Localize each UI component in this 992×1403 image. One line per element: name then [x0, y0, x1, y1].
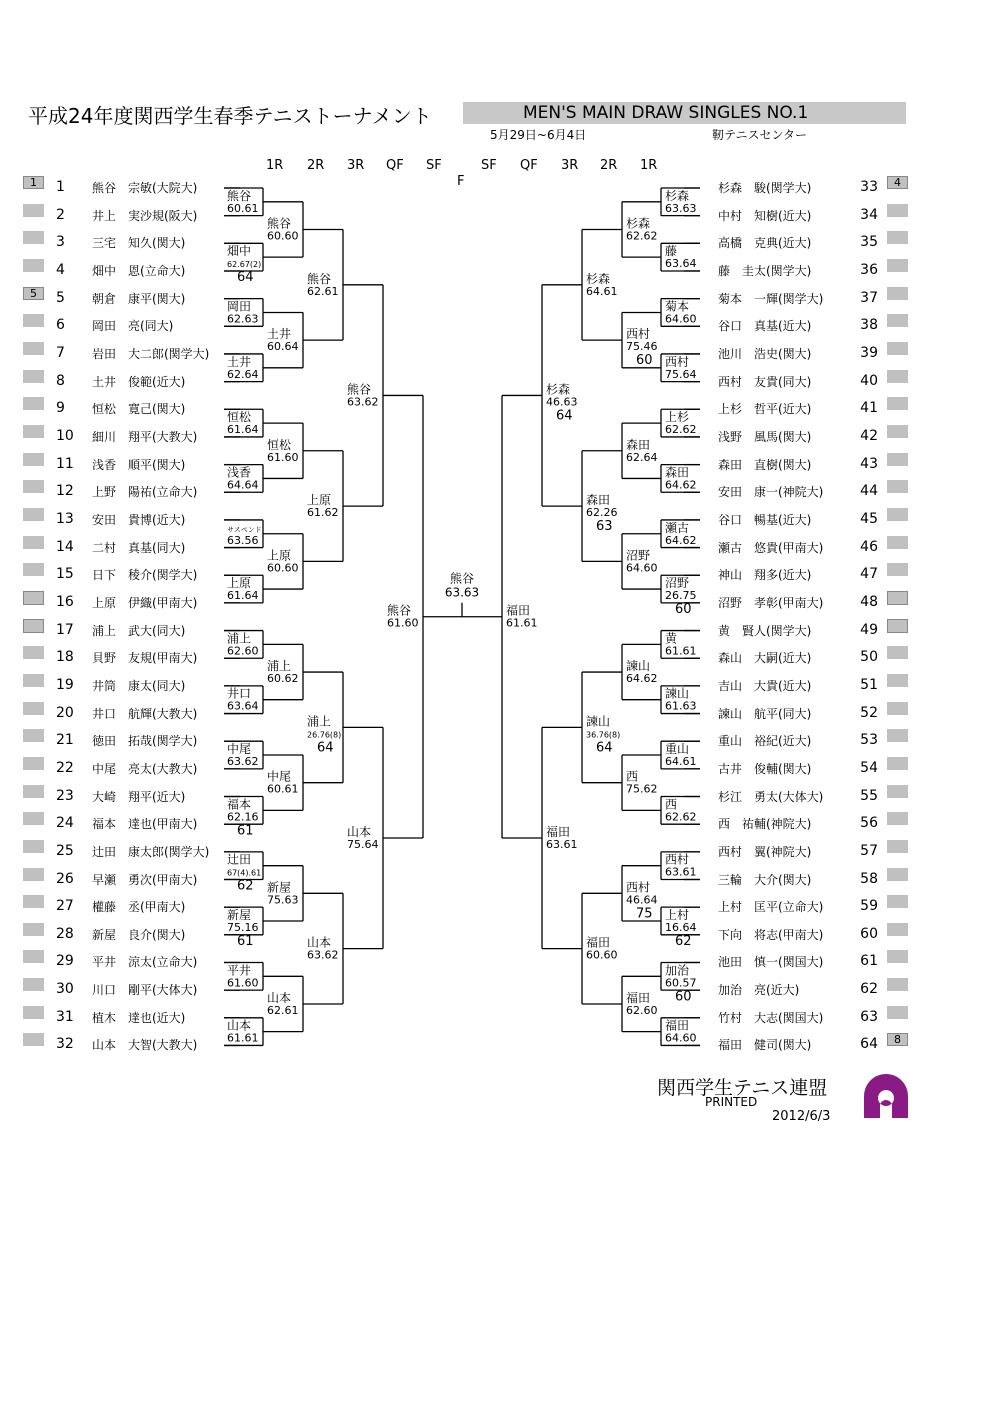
match-winner: 森田	[665, 465, 690, 480]
match-winner: 上原	[267, 548, 292, 563]
event-title: MEN'S MAIN DRAW SINGLES NO.1	[523, 103, 809, 123]
match-score: 61.64	[227, 589, 259, 603]
player-number: 21	[56, 732, 74, 749]
match-winner: 恒松	[227, 410, 252, 425]
match-score: 61.61	[506, 616, 538, 630]
player-number: 60	[860, 925, 878, 942]
player-name: 菊本 一輝(関学大)	[718, 291, 824, 306]
player-number: 25	[56, 842, 74, 859]
match-score: 60.60	[267, 561, 299, 575]
player-number: 48	[860, 593, 878, 610]
player-name: 三輪 大介(関大)	[718, 872, 812, 887]
player-number: 35	[860, 234, 878, 251]
player-number: 2	[56, 206, 65, 223]
player-name: 西村 友貴(同大)	[718, 374, 812, 389]
player-number: 46	[860, 538, 878, 555]
player-name: 高橋 克典(近大)	[718, 236, 812, 251]
player-number: 1	[56, 179, 65, 195]
player-number: 13	[56, 510, 74, 527]
match-winner: 菊本	[665, 299, 690, 314]
match-winner: 浦上	[227, 631, 252, 646]
player-name: 土井 俊範(近大)	[92, 374, 186, 389]
player-name: 加治 亮(近大)	[718, 983, 800, 998]
player-name: 西村 翼(神院大)	[718, 844, 812, 859]
match-winner: 杉森	[626, 216, 651, 231]
match-score: 36.76(8)	[586, 730, 621, 740]
player-number: 22	[56, 759, 74, 776]
player-number: 23	[56, 787, 74, 804]
match-score: 64.62	[626, 672, 658, 686]
match-winner: 西	[626, 769, 639, 784]
match-score: 62.67(2)	[227, 260, 262, 270]
match-winner: 浦上	[267, 659, 292, 674]
round-header-right-1r: 1R	[640, 158, 658, 173]
player-number: 64	[860, 1036, 878, 1053]
player-name: 井口 航輝(大教大)	[92, 706, 198, 721]
player-name: 森山 大嗣(近大)	[718, 651, 812, 666]
player-number: 12	[56, 483, 74, 500]
match-score-final-set: 61	[237, 933, 254, 949]
player-number: 27	[56, 898, 74, 915]
player-number: 36	[860, 261, 878, 278]
player-name: 細川 翔平(大教大)	[92, 429, 198, 444]
match-score: 64.61	[665, 755, 697, 769]
match-winner: 加治	[665, 963, 690, 978]
match-score-final-set: 63	[596, 519, 613, 535]
match-winner: 西村	[626, 327, 651, 342]
match-winner: 福田	[586, 935, 611, 950]
match-score: 64.60	[626, 561, 658, 575]
player-name: 新屋 良介(関大)	[92, 927, 186, 942]
match-score: 62.16	[227, 810, 259, 824]
player-number: 53	[860, 732, 878, 749]
player-number: 9	[56, 400, 65, 417]
match-winner: 熊谷	[347, 382, 372, 397]
player-number: 54	[860, 759, 878, 776]
round-header-right-qf: QF	[520, 158, 538, 173]
match-score-final-set: 60	[675, 989, 692, 1005]
player-name: 竹村 大志(関国大)	[718, 1010, 824, 1025]
match-winner: 岡田	[227, 299, 252, 314]
tournament-venue: 靭テニスセンター	[712, 128, 808, 142]
player-number: 55	[860, 787, 878, 804]
player-name: 早瀬 勇次(甲南大)	[92, 872, 198, 887]
match-winner: 土井	[227, 354, 252, 369]
player-number: 37	[860, 289, 878, 306]
player-number: 8	[56, 372, 65, 389]
round-header-final: F	[457, 174, 465, 189]
match-score: 64.61	[586, 284, 618, 298]
match-winner: 藤	[665, 244, 678, 259]
player-number: 26	[56, 870, 74, 887]
player-name: 辻田 康太郎(関学大)	[92, 844, 210, 859]
player-number: 10	[56, 427, 74, 444]
player-name: 吉山 大貴(近大)	[718, 678, 812, 693]
match-winner: 諫山	[626, 659, 651, 674]
match-score-final-set: 64	[237, 270, 254, 286]
match-winner: 西村	[665, 852, 690, 867]
player-name: 平井 涼太(立命大)	[92, 955, 198, 970]
player-name: 浅野 風馬(関大)	[718, 429, 812, 444]
match-score: 62.63	[227, 312, 259, 326]
match-winner: 黄	[665, 631, 678, 646]
player-number: 15	[56, 566, 74, 583]
player-number: 52	[860, 704, 878, 721]
player-number: 59	[860, 898, 878, 915]
round-header-left-2r: 2R	[307, 158, 325, 173]
match-winner: 西村	[665, 354, 690, 369]
match-winner: 新屋	[267, 880, 292, 895]
player-name: 中村 知樹(近大)	[718, 208, 812, 223]
match-score-final-set: 62	[675, 933, 692, 949]
federation-logo-icon	[862, 1074, 910, 1118]
round-header-right-sf: SF	[481, 158, 497, 173]
match-score: 64.62	[665, 478, 697, 492]
match-score: 62.61	[307, 284, 339, 298]
match-score: 61.60	[267, 450, 299, 464]
player-number: 57	[860, 842, 878, 859]
player-name: 西 祐輔(神院大)	[718, 817, 812, 832]
player-number: 34	[860, 206, 878, 223]
match-winner: 森田	[626, 437, 651, 452]
match-score: 61.64	[227, 423, 259, 437]
player-name: 貝野 友規(甲南大)	[92, 651, 198, 666]
player-name: 上原 伊織(甲南大)	[92, 595, 198, 610]
player-name: 池川 浩史(関大)	[718, 346, 812, 361]
match-winner: 山本	[347, 825, 372, 840]
player-number: 11	[56, 455, 74, 472]
match-score: 62.64	[626, 450, 658, 464]
match-winner: 新屋	[227, 907, 252, 922]
match-score: 62.62	[665, 423, 697, 437]
match-score: 60.60	[586, 948, 618, 962]
player-name: 岡田 亮(同大)	[92, 319, 174, 334]
player-name: 畑中 恩(立命大)	[92, 263, 186, 278]
match-score-final-set: 61	[237, 823, 254, 839]
player-name: 植木 達也(近大)	[92, 1010, 186, 1025]
player-name: 井上 実沙規(阪大)	[92, 208, 198, 223]
player-name: 川口 剛平(大体大)	[92, 983, 198, 998]
match-score: 75.46	[626, 340, 658, 354]
match-winner: 中尾	[227, 742, 252, 757]
player-name: 黄 賢人(関学大)	[718, 623, 812, 638]
match-score: 61.60	[387, 616, 419, 630]
match-score: 63.64	[227, 699, 259, 713]
player-name: 重山 裕紀(近大)	[718, 734, 812, 749]
match-winner: 井口	[227, 686, 252, 701]
player-name: 上村 匡平(立命大)	[718, 900, 824, 915]
match-winner: 杉森	[546, 382, 571, 397]
player-number: 4	[56, 261, 65, 278]
seed-badge: 1	[23, 176, 44, 189]
match-winner: 浦上	[307, 714, 332, 729]
match-score: 60.60	[267, 229, 299, 243]
player-name: 杉森 駿(関学大)	[718, 181, 812, 195]
match-score: 64.62	[665, 533, 697, 547]
player-name: 恒松 寛己(関大)	[92, 402, 186, 417]
tournament-dates: 5月29日~6月4日	[490, 128, 587, 142]
player-name: 福本 達也(甲南大)	[92, 817, 198, 832]
player-number: 30	[56, 981, 74, 998]
seed-badge: 8	[887, 1033, 908, 1046]
player-number: 32	[56, 1036, 74, 1053]
player-number: 18	[56, 649, 74, 666]
match-score: 63.61	[546, 838, 578, 852]
player-number: 43	[860, 455, 878, 472]
match-winner: 辻田	[227, 852, 252, 867]
match-winner: 恒松	[267, 437, 292, 452]
player-name: 山本 大智(大教大)	[92, 1038, 198, 1053]
match-score: 62.60	[626, 1003, 658, 1017]
match-score: 75.16	[227, 920, 259, 934]
match-winner: 熊谷	[387, 603, 412, 618]
match-winner: 福田	[665, 1018, 690, 1033]
printed-label: PRINTED	[705, 1095, 758, 1109]
match-score-final-set: 62	[237, 878, 254, 894]
player-number: 62	[860, 981, 878, 998]
match-winner: サスペンド	[227, 525, 262, 534]
match-winner: 上村	[665, 907, 690, 922]
player-name: 三宅 知久(関大)	[92, 236, 186, 251]
match-winner: 山本	[227, 1018, 252, 1033]
player-name: 森田 直樹(関大)	[718, 457, 812, 472]
player-name: 浅香 順平(関大)	[92, 457, 186, 472]
match-score-final-set: 60	[675, 602, 692, 618]
player-number: 40	[860, 372, 878, 389]
player-name: 徳田 拓哉(関学大)	[92, 734, 198, 749]
player-number: 39	[860, 344, 878, 361]
player-name: 中尾 亮太(大教大)	[92, 761, 198, 776]
match-score: 67(4).61	[227, 868, 262, 878]
match-winner: 西	[665, 797, 678, 812]
match-winner: 中尾	[267, 769, 292, 784]
match-score-final-set: 64	[317, 740, 334, 756]
player-number: 7	[56, 344, 65, 361]
match-winner: 杉森	[586, 271, 611, 286]
match-score: 64.60	[665, 312, 697, 326]
match-score: 62.61	[267, 1003, 299, 1017]
match-score: 62.62	[626, 229, 658, 243]
match-score: 60.61	[227, 201, 259, 215]
match-winner: 畑中	[227, 244, 252, 259]
final-score: 63.63	[444, 585, 480, 600]
match-winner: 福田	[626, 990, 651, 1005]
match-score-final-set: 64	[596, 740, 613, 756]
match-score: 60.61	[267, 782, 299, 796]
player-number: 31	[56, 1008, 74, 1025]
player-number: 47	[860, 566, 878, 583]
player-number: 61	[860, 953, 878, 970]
player-number: 51	[860, 676, 878, 693]
match-score: 62.26	[586, 506, 618, 520]
player-name: 岩田 大二郎(関学大)	[92, 346, 210, 361]
match-score: 64.60	[665, 1031, 697, 1045]
match-winner: 熊谷	[267, 216, 292, 231]
match-winner: 福田	[506, 603, 531, 618]
player-name: 井筒 康太(同大)	[92, 678, 186, 693]
match-score: 61.63	[665, 699, 697, 713]
match-score: 75.63	[267, 893, 299, 907]
match-score: 63.62	[227, 755, 259, 769]
player-number: 16	[56, 593, 74, 610]
player-number: 29	[56, 953, 74, 970]
final-winner: 熊谷	[449, 571, 475, 586]
player-name: 下向 将志(甲南大)	[718, 927, 824, 942]
match-score: 64.64	[227, 478, 259, 492]
player-name: 福田 健司(関大)	[718, 1038, 812, 1053]
match-winner: 土井	[267, 327, 292, 342]
match-winner: 福本	[227, 797, 252, 812]
player-number: 20	[56, 704, 74, 721]
match-score: 61.61	[665, 644, 697, 658]
match-score: 63.56	[227, 533, 259, 547]
match-score: 61.62	[307, 506, 339, 520]
player-name: 諫山 航平(同大)	[718, 706, 812, 721]
player-name: 二村 真基(同大)	[92, 540, 186, 555]
player-name: 權藤 丞(甲南大)	[92, 900, 186, 915]
player-name: 熊谷 宗敏(大院大)	[92, 181, 198, 195]
match-winner: 上原	[227, 576, 252, 591]
player-number: 17	[56, 621, 74, 638]
match-score: 60.57	[665, 976, 697, 990]
player-number: 58	[860, 870, 878, 887]
player-name: 沼野 孝彰(甲南大)	[718, 595, 824, 610]
seed-badge: 5	[23, 287, 44, 300]
match-score: 62.62	[665, 810, 697, 824]
match-score: 62.64	[227, 367, 259, 381]
match-winner: 沼野	[626, 548, 651, 563]
player-name: 谷口 暢基(近大)	[718, 512, 812, 527]
player-number: 45	[860, 510, 878, 527]
match-score: 60.62	[267, 672, 299, 686]
player-number: 56	[860, 815, 878, 832]
player-name: 瀬古 悠貴(甲南大)	[718, 540, 824, 555]
match-score: 75.64	[347, 838, 379, 852]
match-winner: 杉森	[665, 188, 690, 203]
player-name: 安田 貴博(近大)	[92, 512, 186, 527]
match-winner: 上杉	[665, 410, 690, 425]
match-winner: 上原	[307, 493, 332, 508]
match-score: 63.63	[665, 201, 697, 215]
player-name: 池田 慎一(関国大)	[718, 955, 824, 970]
match-score: 46.64	[626, 893, 658, 907]
match-score: 63.61	[665, 865, 697, 879]
player-number: 33	[860, 179, 878, 195]
match-score: 60.64	[267, 340, 299, 354]
match-winner: 森田	[586, 493, 611, 508]
match-score: 46.63	[546, 395, 578, 409]
match-score-final-set: 60	[636, 353, 653, 369]
player-number: 14	[56, 538, 74, 555]
match-winner: 熊谷	[307, 271, 332, 286]
seed-badge: 4	[887, 176, 908, 189]
page-title: 平成24年度関西学生春季テニストーナメント	[28, 104, 432, 128]
player-name: 上野 陽祐(立命大)	[92, 485, 198, 500]
organization-name: 関西学生テニス連盟	[657, 1077, 828, 1099]
player-number: 44	[860, 483, 878, 500]
player-number: 28	[56, 925, 74, 942]
match-score: 63.62	[347, 395, 379, 409]
match-score: 26.76(8)	[307, 730, 342, 740]
match-score: 26.75	[665, 589, 697, 603]
round-header-left-3r: 3R	[347, 158, 365, 173]
match-score: 63.62	[307, 948, 339, 962]
match-score: 75.64	[665, 367, 697, 381]
round-header-left-qf: QF	[386, 158, 404, 173]
match-winner: 瀬古	[665, 520, 690, 535]
player-number: 19	[56, 676, 74, 693]
player-name: 日下 稜介(関学大)	[92, 568, 198, 583]
player-number: 63	[860, 1008, 878, 1025]
match-winner: 熊谷	[227, 188, 252, 203]
player-number: 6	[56, 317, 65, 334]
player-number: 50	[860, 649, 878, 666]
match-winner: 重山	[665, 742, 690, 757]
match-winner: 沼野	[665, 576, 690, 591]
match-score: 61.61	[227, 1031, 259, 1045]
match-winner: 山本	[307, 935, 332, 950]
player-name: 安田 康一(神院大)	[718, 485, 824, 500]
player-name: 浦上 武大(同大)	[92, 623, 186, 638]
player-name: 上杉 哲平(近大)	[718, 402, 812, 417]
player-name: 大崎 翔平(近大)	[92, 789, 186, 804]
match-score: 16.64	[665, 920, 697, 934]
round-header-right-3r: 3R	[561, 158, 579, 173]
round-header-left-1r: 1R	[266, 158, 284, 173]
printed-date: 2012/6/3	[772, 1109, 831, 1124]
player-number: 41	[860, 400, 878, 417]
player-name: 古井 俊輔(関大)	[718, 761, 812, 776]
player-name: 谷口 真基(近大)	[718, 319, 812, 334]
player-name: 神山 翔多(近大)	[718, 568, 812, 583]
match-score: 63.64	[665, 257, 697, 271]
match-score: 62.60	[227, 644, 259, 658]
match-winner: 平井	[227, 963, 252, 978]
player-number: 24	[56, 815, 74, 832]
round-header-right-2r: 2R	[600, 158, 618, 173]
match-score-final-set: 64	[556, 408, 573, 424]
player-name: 藤 圭太(関学大)	[718, 263, 812, 278]
player-name: 杉江 勇太(大体大)	[718, 789, 824, 804]
round-header-left-sf: SF	[426, 158, 442, 173]
match-score: 75.62	[626, 782, 658, 796]
match-winner: 諫山	[586, 714, 611, 729]
player-number: 49	[860, 621, 878, 638]
player-number: 5	[56, 289, 65, 306]
match-winner: 西村	[626, 880, 651, 895]
player-number: 38	[860, 317, 878, 334]
player-name: 朝倉 康平(関大)	[92, 291, 186, 306]
match-score-final-set: 75	[636, 906, 653, 922]
player-number: 3	[56, 234, 65, 251]
match-winner: 諫山	[665, 686, 690, 701]
match-score: 61.60	[227, 976, 259, 990]
match-winner: 浅香	[227, 465, 252, 480]
match-winner: 福田	[546, 825, 571, 840]
match-winner: 山本	[267, 990, 292, 1005]
player-number: 42	[860, 427, 878, 444]
